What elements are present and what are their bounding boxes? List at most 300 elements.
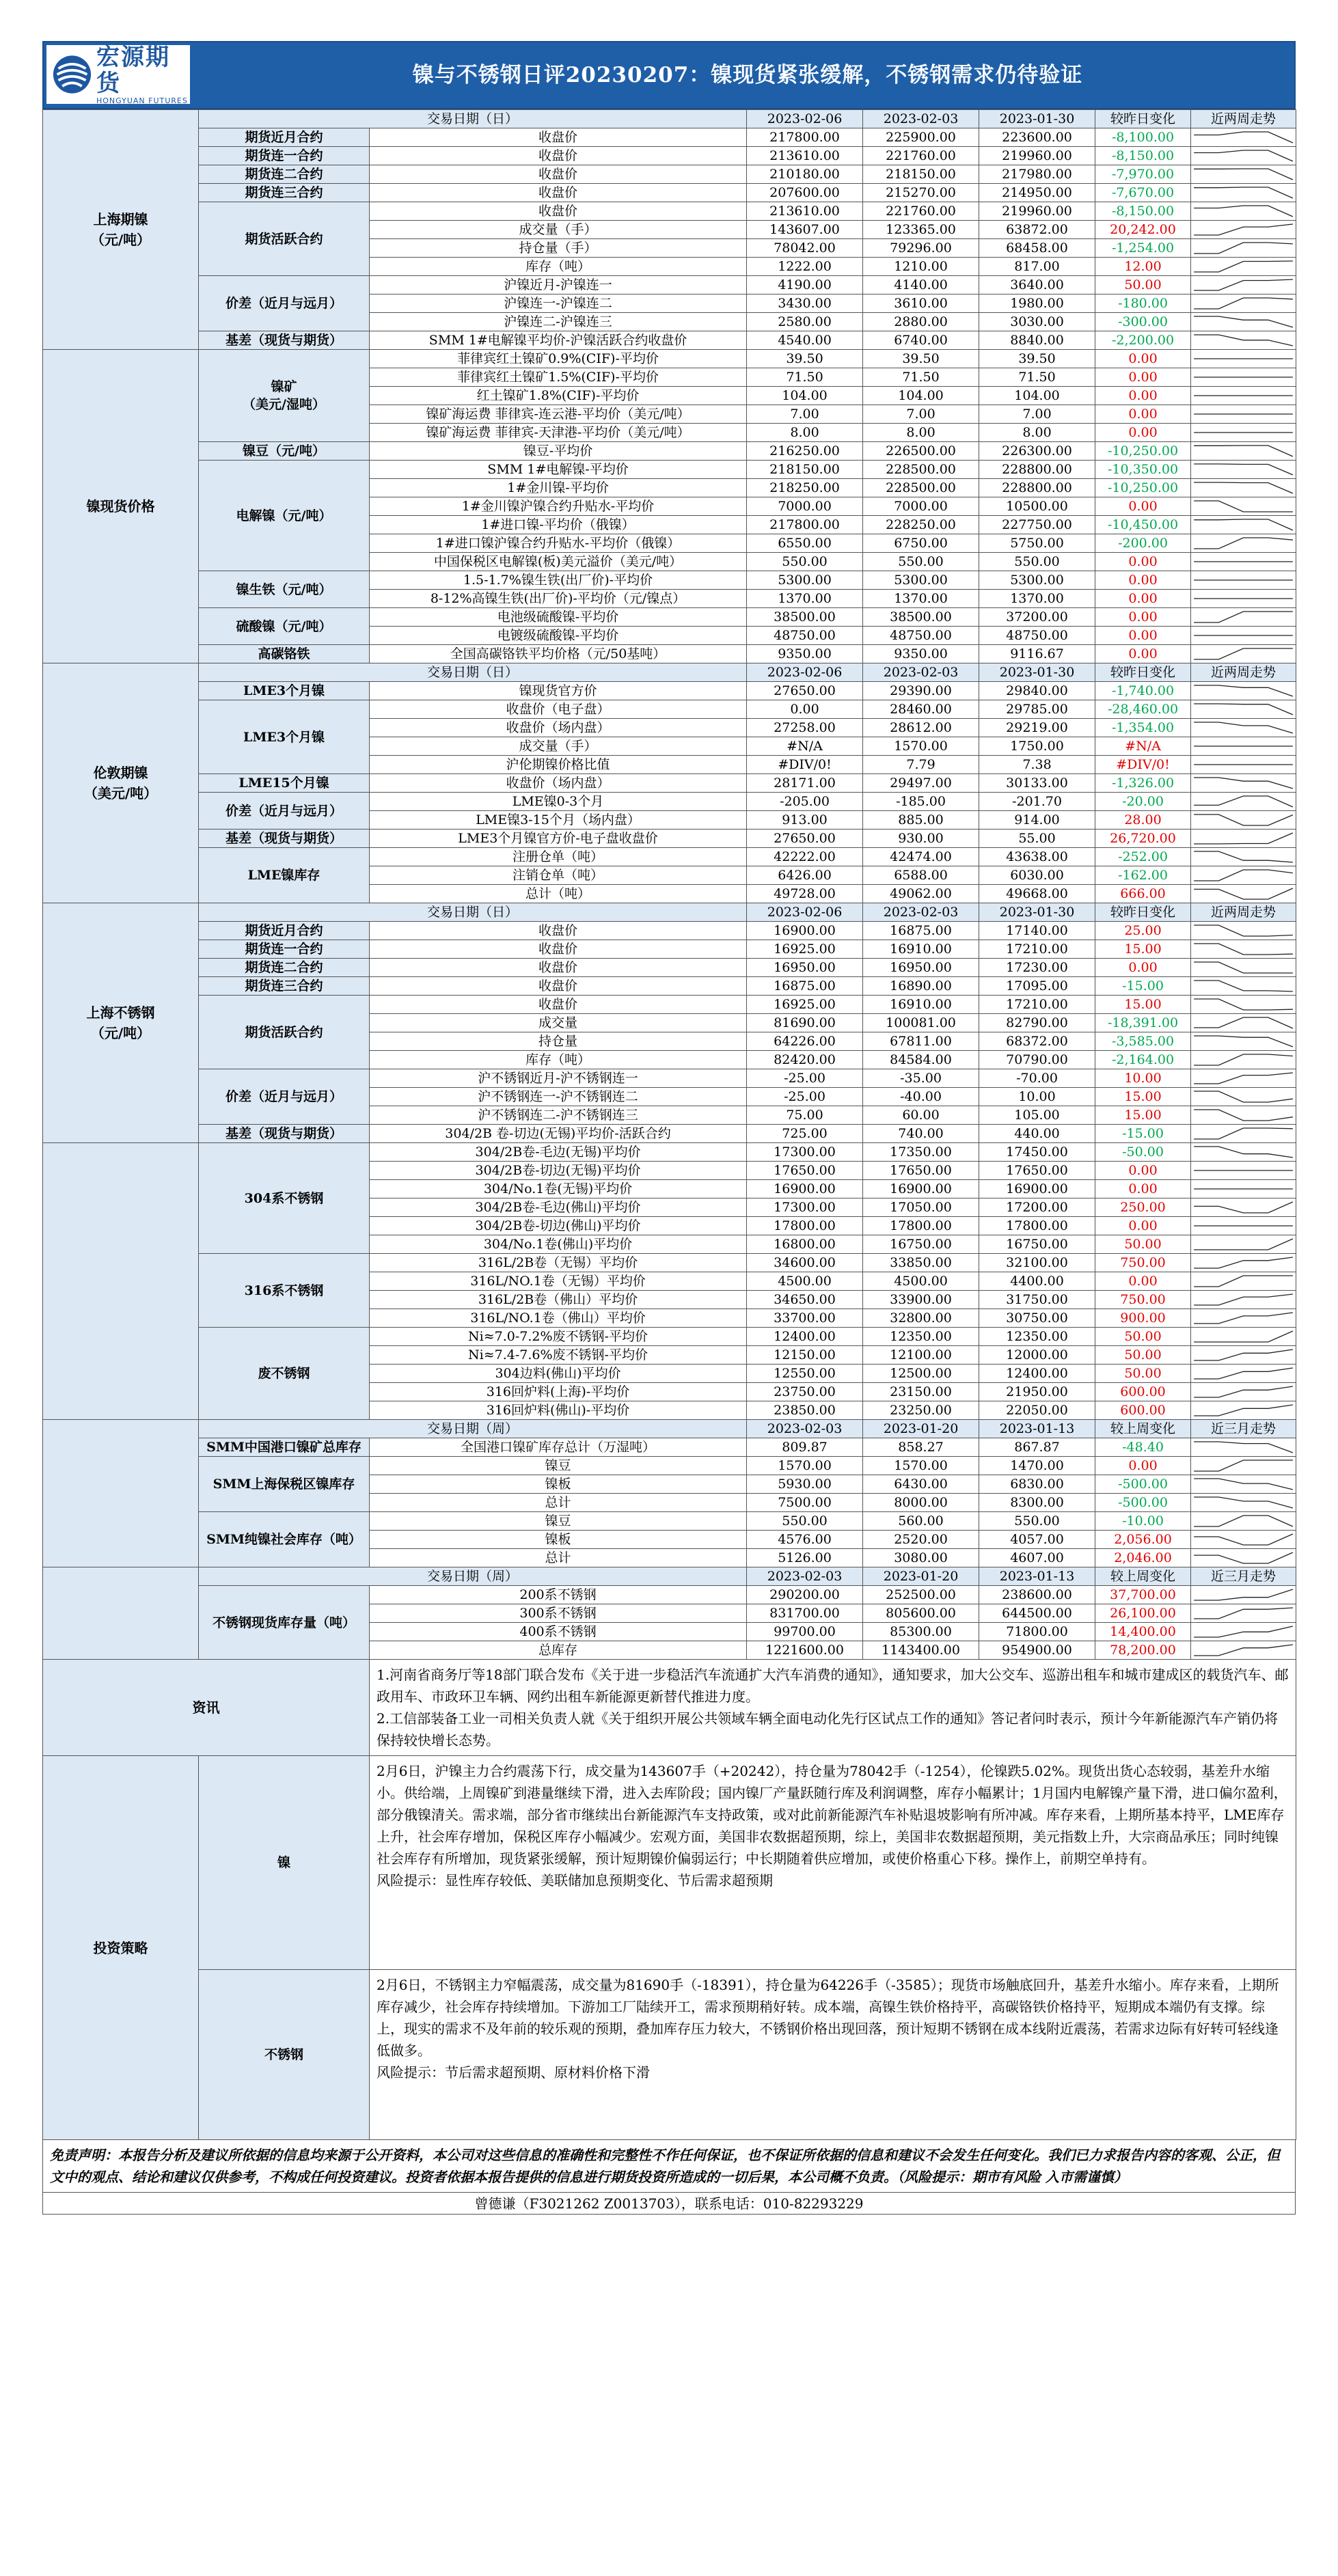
- trend-cell: [1191, 1549, 1296, 1567]
- row-label: 电池级硫酸镍-平均价: [370, 608, 747, 627]
- strategy-ss-text: 2月6日，不锈钢主力窄幅震荡，成交量为81690手（-18391），持仓量为64226手（-3585）；现货市场触底回升，基差升水缩小。库存来看，上期所库存减少，社会库存持续增加。下游加工厂陆续开工，需求预期稍好转。成本端，高镍生铁价格持平，高碳铬铁价格持平，短期成本端仍有支撑。综上，现实的需求不及年前的较乐观的预期，叠加库存压力较大，不锈钢价格出现回落，预计短期不锈钢在成本线附近震荡，若需求边际有好转可轻线逢低做多。 风险提示：节后需求超预期、原材料价格下滑: [370, 1970, 1296, 2140]
- value-earlier: 32100.00: [979, 1254, 1095, 1272]
- trend-sparkline: [1191, 221, 1296, 238]
- value-earlier: 68458.00: [979, 239, 1095, 258]
- value-change: -10,450.00: [1095, 516, 1191, 534]
- value-earlier: 440.00: [979, 1125, 1095, 1143]
- value-previous: 123365.00: [863, 221, 979, 239]
- sparkline-path: [1194, 1534, 1293, 1545]
- trend-sparkline: [1191, 461, 1296, 478]
- row-label: 304/2B卷-切边(无锡)平均价: [370, 1162, 747, 1180]
- value-earlier: 17450.00: [979, 1143, 1095, 1162]
- trend-cell: [1191, 368, 1296, 387]
- row-label: 总计: [370, 1494, 747, 1512]
- trend-cell: [1191, 756, 1296, 774]
- value-change: 0.00: [1095, 350, 1191, 368]
- sub-group-label: 期货近月合约: [199, 128, 370, 147]
- sparkline-path: [1194, 1626, 1293, 1637]
- value-current: 42222.00: [747, 848, 863, 866]
- value-change: 37,700.00: [1095, 1586, 1191, 1604]
- value-earlier: 8300.00: [979, 1494, 1095, 1512]
- row-label: 库存（吨）: [370, 1051, 747, 1069]
- value-previous: 16875.00: [863, 922, 979, 940]
- value-previous: 805600.00: [863, 1604, 979, 1623]
- value-earlier: 5300.00: [979, 571, 1095, 590]
- value-change: -180.00: [1095, 294, 1191, 313]
- sparkline-path: [1194, 962, 1293, 973]
- sparkline-path: [1194, 464, 1293, 475]
- value-change: -8,150.00: [1095, 147, 1191, 165]
- value-current: 913.00: [747, 811, 863, 830]
- row-label: 沪不锈钢连二-沪不锈钢连三: [370, 1106, 747, 1125]
- trend-sparkline: [1191, 683, 1296, 699]
- disclaimer: [42, 2140, 1296, 2193]
- row-label: 沪伦期镍价格比值: [370, 756, 747, 774]
- value-current: 17300.00: [747, 1198, 863, 1217]
- row-label: 镍板: [370, 1475, 747, 1494]
- sub-group-label: 期货连二合约: [199, 165, 370, 184]
- value-earlier: 1370.00: [979, 590, 1095, 608]
- row-label: 收盘价: [370, 184, 747, 202]
- value-previous: 2520.00: [863, 1531, 979, 1549]
- value-current: 104.00: [747, 387, 863, 405]
- row-label: 304/No.1卷(无锡)平均价: [370, 1180, 747, 1198]
- table-row: [43, 996, 1296, 1014]
- trend-sparkline: [1191, 922, 1296, 939]
- value-previous: 228500.00: [863, 461, 979, 479]
- table-row: [43, 442, 1296, 461]
- value-earlier: 21950.00: [979, 1383, 1095, 1401]
- value-current: 17650.00: [747, 1162, 863, 1180]
- value-current: 82420.00: [747, 1051, 863, 1069]
- trend-sparkline: [1191, 1107, 1296, 1123]
- value-current: 218250.00: [747, 479, 863, 497]
- trend-cell: [1191, 1365, 1296, 1383]
- trend-sparkline: [1191, 1550, 1296, 1566]
- sparkline-path: [1194, 519, 1293, 530]
- sub-group-label: 价差（近月与远月）: [199, 793, 370, 830]
- trend-sparkline: [1191, 1218, 1296, 1234]
- value-current: 16875.00: [747, 977, 863, 996]
- value-earlier: 10.00: [979, 1088, 1095, 1106]
- value-current: 217800.00: [747, 516, 863, 534]
- trend-sparkline: [1191, 1052, 1296, 1068]
- value-previous: 67811.00: [863, 1032, 979, 1051]
- value-change: -2,200.00: [1095, 331, 1191, 350]
- sparkline-path: [1194, 1017, 1293, 1028]
- trend-sparkline: [1191, 1144, 1296, 1160]
- trend-cell: [1191, 424, 1296, 442]
- trend-cell: [1191, 479, 1296, 497]
- trend-cell: [1191, 774, 1296, 793]
- value-current: 5300.00: [747, 571, 863, 590]
- sparkline-path: [1194, 1331, 1293, 1342]
- value-previous: 49062.00: [863, 885, 979, 903]
- value-previous: 740.00: [863, 1125, 979, 1143]
- row-label: 成交量: [370, 1014, 747, 1032]
- sub-group-label: SMM纯镍社会库存（吨）: [199, 1512, 370, 1567]
- value-earlier: 17230.00: [979, 959, 1095, 977]
- value-earlier: 30750.00: [979, 1309, 1095, 1328]
- row-label: 304/2B卷-毛边(无锡)平均价: [370, 1143, 747, 1162]
- value-change: 50.00: [1095, 1365, 1191, 1383]
- trend-sparkline: [1191, 849, 1296, 865]
- trend-cell: [1191, 276, 1296, 294]
- value-earlier: 1470.00: [979, 1457, 1095, 1475]
- sub-group-label: 不锈钢现货库存量（吨）: [199, 1586, 370, 1660]
- value-current: 6426.00: [747, 866, 863, 885]
- row-label: 收盘价: [370, 959, 747, 977]
- sparkline-path: [1194, 833, 1293, 844]
- row-label: 全国港口镍矿库存总计（万湿吨）: [370, 1438, 747, 1457]
- table-row: [43, 276, 1296, 294]
- table-row: [43, 608, 1296, 627]
- header-trend: 近三月走势: [1191, 1567, 1296, 1586]
- value-earlier: 6830.00: [979, 1475, 1095, 1494]
- sparkline-path: [1194, 981, 1293, 991]
- header-date-label: 交易日期（日）: [199, 663, 747, 682]
- trend-sparkline: [1191, 1623, 1296, 1640]
- value-previous: -40.00: [863, 1088, 979, 1106]
- sub-group-label: 高碳铬铁: [199, 645, 370, 663]
- value-previous: 33900.00: [863, 1291, 979, 1309]
- header-date-label: 交易日期（日）: [199, 110, 747, 128]
- trend-sparkline: [1191, 609, 1296, 625]
- value-current: 12550.00: [747, 1365, 863, 1383]
- trend-sparkline: [1191, 978, 1296, 994]
- value-earlier: 5750.00: [979, 534, 1095, 553]
- value-current: 12150.00: [747, 1346, 863, 1365]
- row-label: 收盘价（场内盘）: [370, 719, 747, 737]
- value-current: 75.00: [747, 1106, 863, 1125]
- sparkline-path: [1194, 1479, 1293, 1490]
- value-change: 0.00: [1095, 405, 1191, 424]
- trend-sparkline: [1191, 720, 1296, 736]
- value-current: 16800.00: [747, 1235, 863, 1254]
- company-logo-icon: [52, 53, 92, 96]
- value-earlier: 29785.00: [979, 700, 1095, 719]
- row-label: 成交量（手）: [370, 737, 747, 756]
- value-previous: 930.00: [863, 830, 979, 848]
- value-earlier: 17210.00: [979, 996, 1095, 1014]
- sparkline-path: [1194, 612, 1293, 622]
- table-row: [43, 1457, 1296, 1475]
- trend-sparkline: [1191, 996, 1296, 1013]
- value-current: 7.00: [747, 405, 863, 424]
- trend-cell: [1191, 1531, 1296, 1549]
- sparkline-path: [1194, 261, 1293, 272]
- sub-group-label: 期货连二合约: [199, 959, 370, 977]
- trend-cell: [1191, 1254, 1296, 1272]
- sub-group-label: 镍豆（元/吨）: [199, 442, 370, 461]
- trend-sparkline: [1191, 886, 1296, 902]
- sparkline-path: [1194, 298, 1293, 309]
- sparkline-path: [1194, 1460, 1293, 1471]
- header-change: 较上周变化: [1095, 1420, 1191, 1438]
- value-previous: 17050.00: [863, 1198, 979, 1217]
- row-label: 全国高碳铬铁平均价格（元/50基吨）: [370, 645, 747, 663]
- value-earlier: 914.00: [979, 811, 1095, 830]
- sub-group-label: SMM中国港口镍矿总库存: [199, 1438, 370, 1457]
- trend-cell: [1191, 1235, 1296, 1254]
- value-change: #DIV/0!: [1095, 756, 1191, 774]
- strategy-ss-label: 不锈钢: [199, 1970, 370, 2140]
- trend-sparkline: [1191, 590, 1296, 607]
- trend-sparkline: [1191, 1457, 1296, 1474]
- trend-sparkline: [1191, 1236, 1296, 1252]
- value-earlier: 70790.00: [979, 1051, 1095, 1069]
- value-change: 15.00: [1095, 940, 1191, 959]
- sparkline-path: [1194, 870, 1293, 881]
- sparkline-path: [1194, 1239, 1293, 1250]
- row-label: 收盘价: [370, 940, 747, 959]
- value-current: 5930.00: [747, 1475, 863, 1494]
- value-change: -2,164.00: [1095, 1051, 1191, 1069]
- sub-group-label: LME3个月镍: [199, 700, 370, 774]
- table-row: [43, 682, 1296, 700]
- value-current: 1570.00: [747, 1457, 863, 1475]
- value-current: 4500.00: [747, 1272, 863, 1291]
- value-change: -48.40: [1095, 1438, 1191, 1457]
- trend-cell: [1191, 1106, 1296, 1125]
- table-row: [43, 128, 1296, 147]
- value-previous: -35.00: [863, 1069, 979, 1088]
- sparkline-path: [1194, 169, 1293, 180]
- value-change: 0.00: [1095, 627, 1191, 645]
- table-row: [43, 1125, 1296, 1143]
- trend-sparkline: [1191, 369, 1296, 385]
- sparkline-path: [1194, 1645, 1293, 1656]
- value-current: 81690.00: [747, 1014, 863, 1032]
- trend-sparkline: [1191, 1070, 1296, 1086]
- value-previous: 84584.00: [863, 1051, 979, 1069]
- value-change: 15.00: [1095, 996, 1191, 1014]
- value-change: 0.00: [1095, 497, 1191, 516]
- value-earlier: -201.70: [979, 793, 1095, 811]
- sparkline-path: [1194, 814, 1293, 825]
- header-date: 2023-02-03: [863, 663, 979, 682]
- value-change: 0.00: [1095, 424, 1191, 442]
- sparkline-path: [1194, 778, 1293, 789]
- trend-cell: [1191, 128, 1296, 147]
- value-previous: 4500.00: [863, 1272, 979, 1291]
- value-earlier: 17800.00: [979, 1217, 1095, 1235]
- table-row: [43, 1254, 1296, 1272]
- sparkline-path: [1194, 1294, 1293, 1305]
- row-label: 镍豆: [370, 1512, 747, 1531]
- row-label: 镍矿海运费 菲律宾-连云港-平均价（美元/吨）: [370, 405, 747, 424]
- trend-sparkline: [1191, 1642, 1296, 1658]
- row-label: 收盘价: [370, 147, 747, 165]
- value-earlier: 105.00: [979, 1106, 1095, 1125]
- value-earlier: 223600.00: [979, 128, 1095, 147]
- value-current: 7500.00: [747, 1494, 863, 1512]
- trend-cell: [1191, 885, 1296, 903]
- trend-sparkline: [1191, 1033, 1296, 1050]
- value-change: 14,400.00: [1095, 1623, 1191, 1641]
- value-current: 4540.00: [747, 331, 863, 350]
- value-previous: 550.00: [863, 553, 979, 571]
- trend-sparkline: [1191, 1531, 1296, 1548]
- row-label: 316回炉料(上海)-平均价: [370, 1383, 747, 1401]
- trend-cell: [1191, 608, 1296, 627]
- sparkline-path: [1194, 279, 1293, 290]
- value-change: 50.00: [1095, 1346, 1191, 1365]
- value-current: 6550.00: [747, 534, 863, 553]
- value-change: -1,254.00: [1095, 239, 1191, 258]
- value-previous: 17350.00: [863, 1143, 979, 1162]
- row-label: 收盘价: [370, 977, 747, 996]
- table-row: [43, 700, 1296, 719]
- value-current: 17800.00: [747, 1217, 863, 1235]
- value-change: -10,250.00: [1095, 479, 1191, 497]
- value-change: -15.00: [1095, 1125, 1191, 1143]
- row-label: 持仓量: [370, 1032, 747, 1051]
- trend-cell: [1191, 645, 1296, 663]
- row-label: 300系不锈钢: [370, 1604, 747, 1623]
- sparkline-path: [1194, 1091, 1293, 1102]
- value-previous: 1210.00: [863, 258, 979, 276]
- value-previous: 221760.00: [863, 202, 979, 221]
- trend-cell: [1191, 147, 1296, 165]
- value-current: 1222.00: [747, 258, 863, 276]
- value-current: 28171.00: [747, 774, 863, 793]
- strategy-nickel-text: 2月6日，沪镍主力合约震荡下行，成交量为143607手（+20242），持仓量为78042手（-1254），伦镍跌5.02%。现货出货心态较弱，基差升水缩小。供给端，上周镍矿到港量继续下滑，进入去库阶段；国内镍厂产量跃随行库及利润调整，库存小幅累计；1月国内电解镍产量下滑，进口偏尔盈利，部分俄镍清关。需求端，部分省市继续出台新能源汽车支持政策，或对此前新能源汽车补贴退坡影响有所冲减。库存来看，上期所基本持平，LME库存上升，社会库存增加，保税区库存小幅减少。宏观方面，美国非农数据超预期，综上，美国非农数据超预期，美元指数上升，大宗商品承压；同时纯镍社会库存有所增加，现货紧张缓解，预计短期镍价偏弱运行；中长期随着供应增加，或使价格重心下移。操作上，前期空单持有。 风险提示：显性库存较低、美联储加息预期变化、节后需求超预期: [370, 1756, 1296, 1970]
- sub-group-label: LME15个月镍: [199, 774, 370, 793]
- table-row: [43, 1438, 1296, 1457]
- trend-sparkline: [1191, 1088, 1296, 1105]
- trend-sparkline: [1191, 166, 1296, 182]
- trend-sparkline: [1191, 332, 1296, 348]
- sparkline-path: [1194, 1073, 1293, 1084]
- value-current: 16925.00: [747, 940, 863, 959]
- sparkline-path: [1194, 685, 1293, 696]
- table-row: [43, 922, 1296, 940]
- value-previous: -185.00: [863, 793, 979, 811]
- value-previous: 12100.00: [863, 1346, 979, 1365]
- row-label: 镍豆-平均价: [370, 442, 747, 461]
- trend-cell: [1191, 1401, 1296, 1420]
- row-label: 镍豆: [370, 1457, 747, 1475]
- row-label: 收盘价: [370, 922, 747, 940]
- value-current: 213610.00: [747, 147, 863, 165]
- sparkline-path: [1194, 1276, 1293, 1287]
- value-previous: 42474.00: [863, 848, 979, 866]
- value-current: 5126.00: [747, 1549, 863, 1567]
- value-current: -205.00: [747, 793, 863, 811]
- value-previous: 38500.00: [863, 608, 979, 627]
- value-previous: 6588.00: [863, 866, 979, 885]
- sparkline-path: [1194, 335, 1293, 346]
- value-earlier: 228800.00: [979, 461, 1095, 479]
- row-label: 400系不锈钢: [370, 1623, 747, 1641]
- row-label: 收盘价（电子盘）: [370, 700, 747, 719]
- value-earlier: 954900.00: [979, 1641, 1095, 1660]
- value-current: 78042.00: [747, 239, 863, 258]
- value-previous: 29390.00: [863, 682, 979, 700]
- trend-sparkline: [1191, 480, 1296, 496]
- value-current: 2580.00: [747, 313, 863, 331]
- value-previous: 8000.00: [863, 1494, 979, 1512]
- row-label: 316L/2B卷（无锡）平均价: [370, 1254, 747, 1272]
- logo-chinese-name: 宏源期货: [96, 43, 170, 97]
- value-change: -252.00: [1095, 848, 1191, 866]
- sparkline-path: [1194, 925, 1293, 936]
- trend-cell: [1191, 534, 1296, 553]
- value-previous: 6430.00: [863, 1475, 979, 1494]
- header-date: 2023-01-30: [979, 903, 1095, 922]
- table-row: [43, 202, 1296, 221]
- trend-cell: [1191, 405, 1296, 424]
- row-label: 注册仓单（吨）: [370, 848, 747, 866]
- trend-cell: [1191, 922, 1296, 940]
- value-previous: 33850.00: [863, 1254, 979, 1272]
- trend-cell: [1191, 1383, 1296, 1401]
- value-change: 2,056.00: [1095, 1531, 1191, 1549]
- value-previous: 85300.00: [863, 1623, 979, 1641]
- value-previous: 7.79: [863, 756, 979, 774]
- value-current: 550.00: [747, 553, 863, 571]
- value-previous: 1370.00: [863, 590, 979, 608]
- value-previous: 12350.00: [863, 1328, 979, 1346]
- value-previous: 16950.00: [863, 959, 979, 977]
- sparkline-path: [1194, 1128, 1293, 1139]
- trend-sparkline: [1191, 517, 1296, 533]
- table-row: [43, 1328, 1296, 1346]
- table-row: [43, 1143, 1296, 1162]
- value-change: 0.00: [1095, 1180, 1191, 1198]
- value-earlier: 1750.00: [979, 737, 1095, 756]
- row-label: 总库存: [370, 1641, 747, 1660]
- trend-sparkline: [1191, 867, 1296, 883]
- trend-sparkline: [1191, 1273, 1296, 1289]
- value-earlier: 644500.00: [979, 1604, 1095, 1623]
- value-change: 20,242.00: [1095, 221, 1191, 239]
- value-previous: 3610.00: [863, 294, 979, 313]
- trend-sparkline: [1191, 314, 1296, 330]
- value-previous: 29497.00: [863, 774, 979, 793]
- row-label: Ni≈7.4-7.6%废不锈钢-平均价: [370, 1346, 747, 1365]
- value-earlier: 71800.00: [979, 1623, 1095, 1641]
- trend-sparkline: [1191, 184, 1296, 201]
- value-change: -300.00: [1095, 313, 1191, 331]
- sub-group-label: 废不锈钢: [199, 1328, 370, 1420]
- trend-cell: [1191, 830, 1296, 848]
- value-earlier: 17095.00: [979, 977, 1095, 996]
- value-earlier: 228800.00: [979, 479, 1095, 497]
- sparkline-path: [1194, 944, 1293, 955]
- value-previous: 4140.00: [863, 276, 979, 294]
- trend-sparkline: [1191, 295, 1296, 312]
- value-previous: 7.00: [863, 405, 979, 424]
- value-current: -25.00: [747, 1088, 863, 1106]
- value-current: 34600.00: [747, 1254, 863, 1272]
- trend-sparkline: [1191, 627, 1296, 644]
- trend-cell: [1191, 959, 1296, 977]
- value-previous: 6750.00: [863, 534, 979, 553]
- value-change: 666.00: [1095, 885, 1191, 903]
- header-trend: 近两周走势: [1191, 663, 1296, 682]
- row-label: 304边料(佛山)平均价: [370, 1365, 747, 1383]
- sub-group-label: 304系不锈钢: [199, 1143, 370, 1254]
- trend-sparkline: [1191, 387, 1296, 404]
- value-previous: 28612.00: [863, 719, 979, 737]
- value-current: 7000.00: [747, 497, 863, 516]
- value-current: 4190.00: [747, 276, 863, 294]
- value-change: 0.00: [1095, 608, 1191, 627]
- value-previous: 16890.00: [863, 977, 979, 996]
- sub-group-label: 期货连一合约: [199, 940, 370, 959]
